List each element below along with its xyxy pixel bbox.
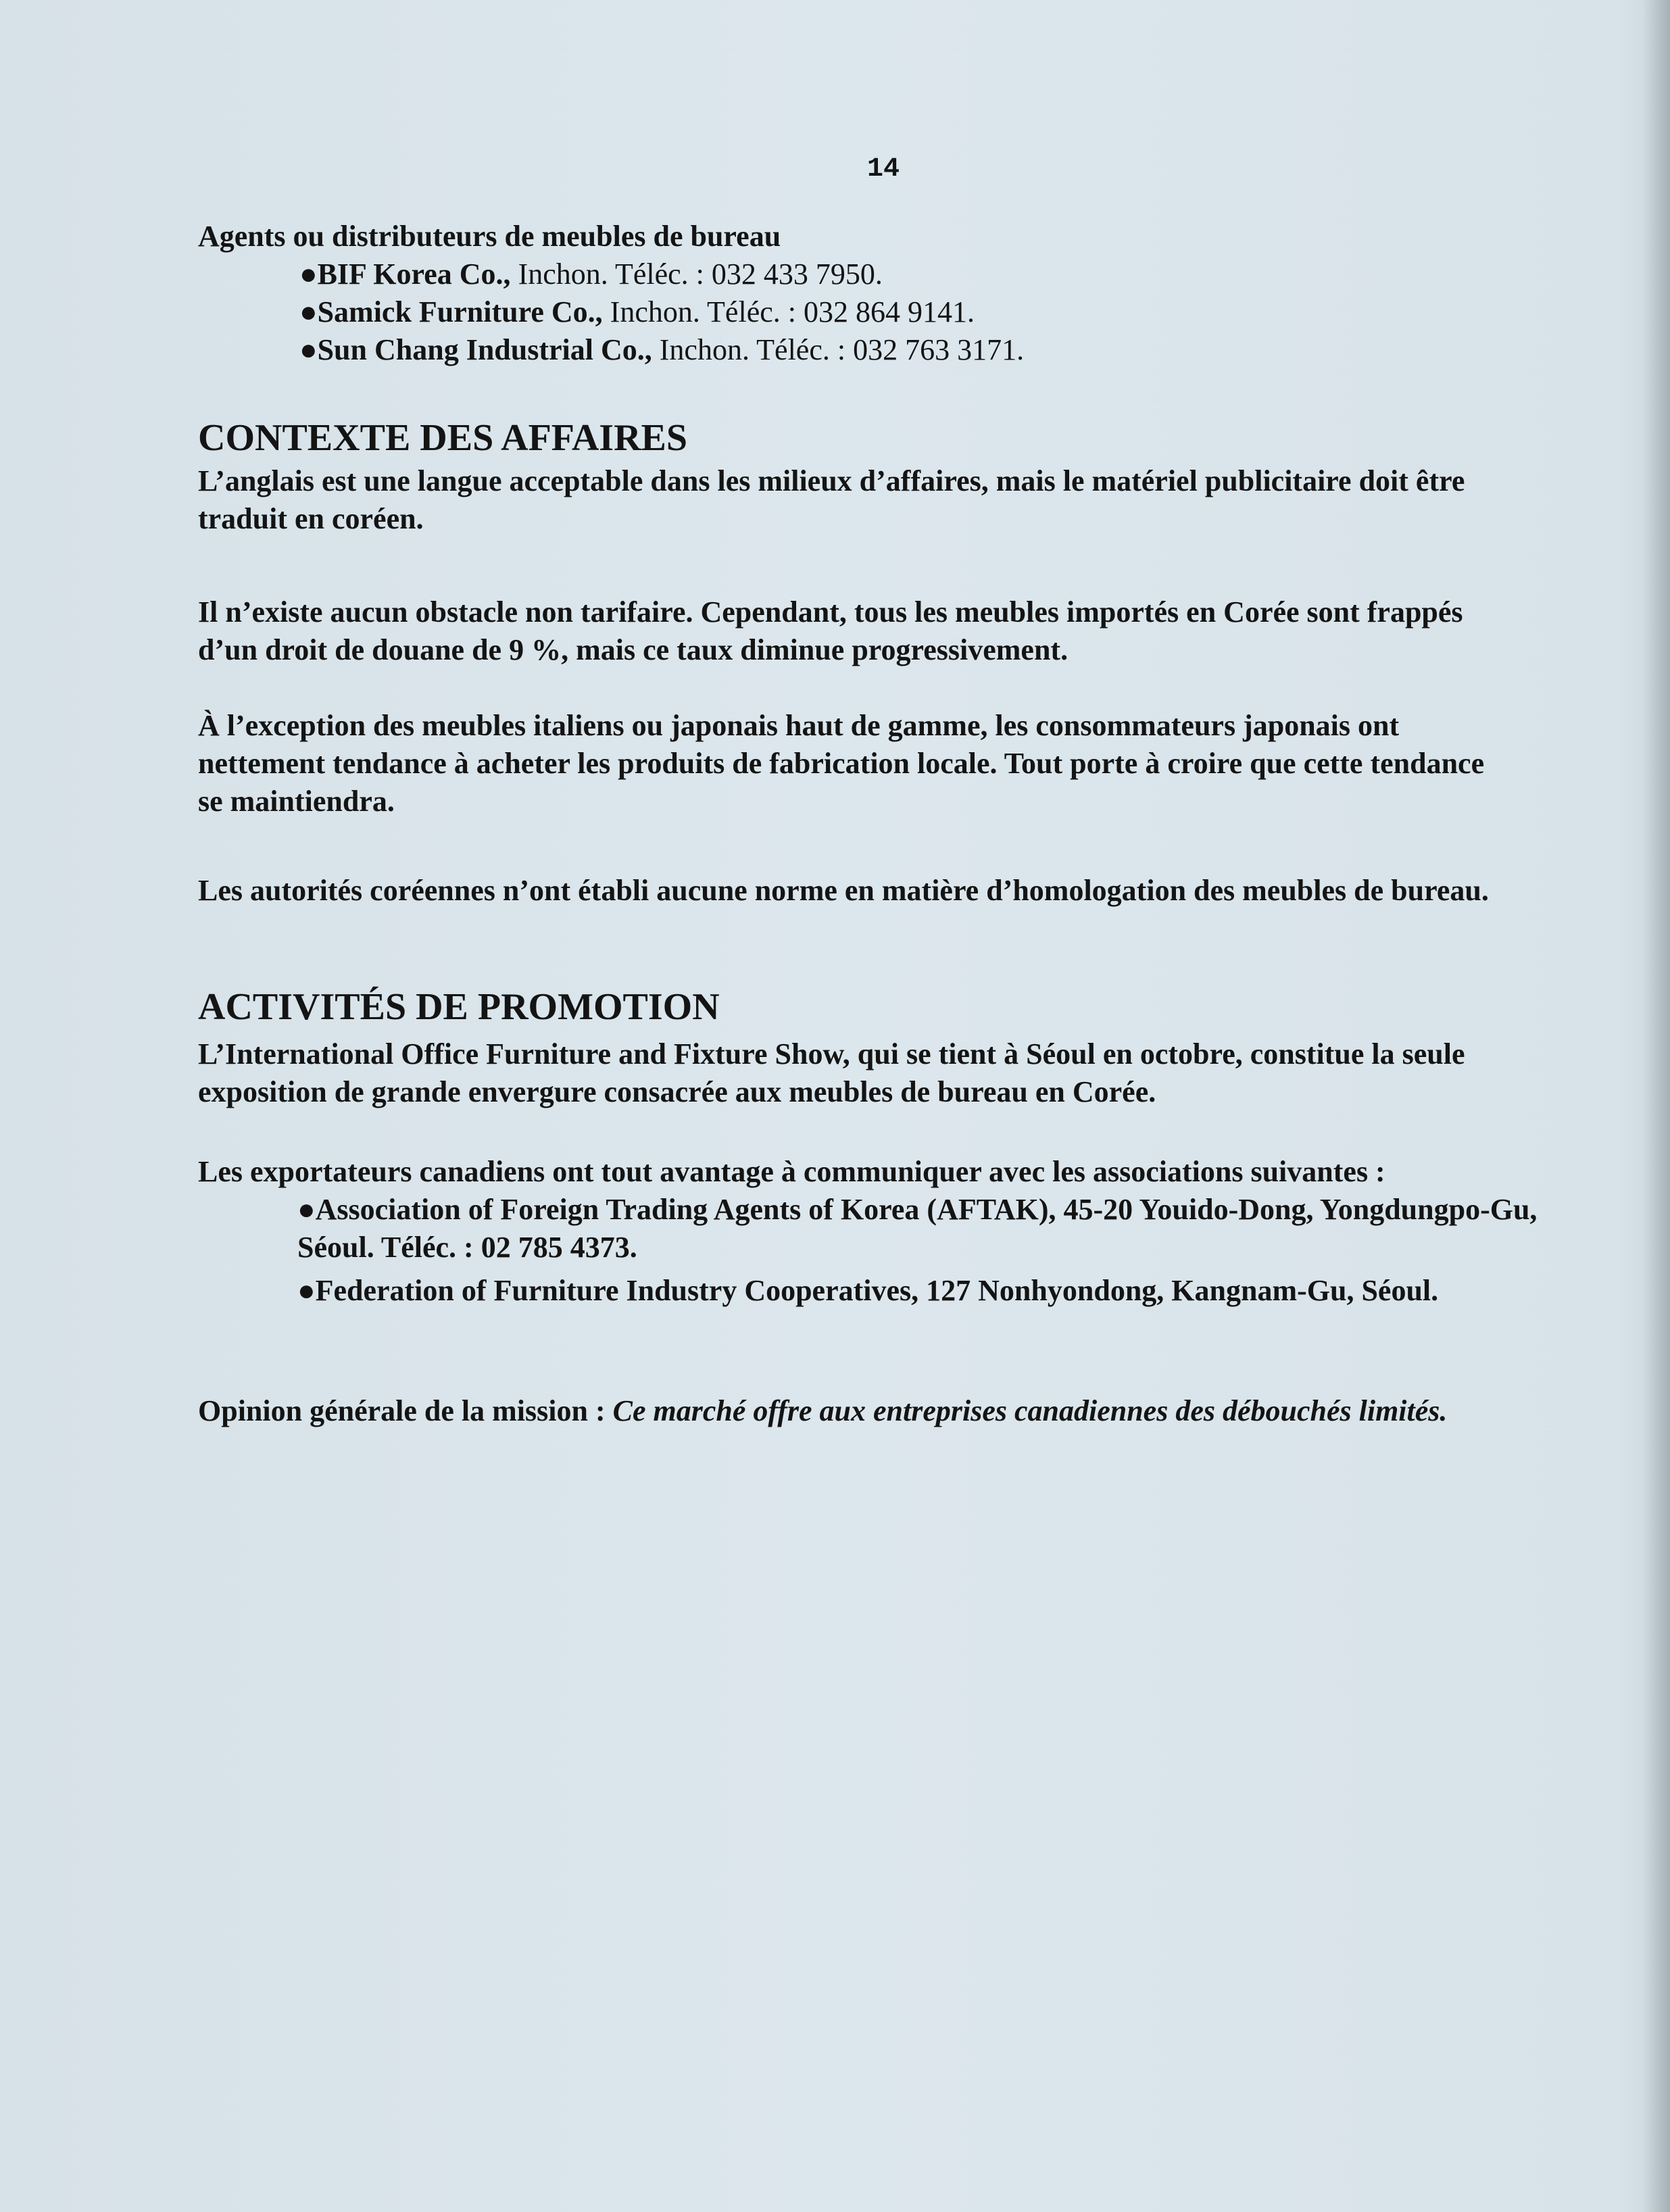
association-name: Federation of Furniture Industry Cooperatives, bbox=[315, 1274, 919, 1307]
page-number: 14 bbox=[867, 154, 900, 185]
contexte-paragraph-3: À l’exception des meubles italiens ou japonais haut de gamme, les consommateurs japonais ont nettement tendance à acheter les produits de fabrication locale. Tout porte à croire que cette tendance se maintiendra. bbox=[198, 709, 1485, 818]
association-details: 45-20 Youido-Dong, Yongdungpo-Gu, Séoul. Téléc. : 02 785 4373. bbox=[297, 1193, 1538, 1264]
bullet-icon: ● bbox=[299, 257, 318, 291]
agent-name: BIF Korea Co., bbox=[317, 257, 511, 291]
promotion-paragraph-2: Les exportateurs canadiens ont tout avantage à communiquer avec les associations suivantes : bbox=[198, 1155, 1385, 1188]
agent-item bbox=[198, 255, 1536, 293]
bullet-icon: ● bbox=[299, 333, 318, 366]
agent-item bbox=[198, 331, 1536, 369]
opinion-text: Ce marché offre aux entreprises canadiennes des débouchés limités. bbox=[612, 1394, 1448, 1427]
contexte-heading: CONTEXTE DES AFFAIRES bbox=[198, 417, 688, 459]
agent-details: Inchon. Téléc. : 032 763 3171. bbox=[652, 333, 1025, 366]
bullet-icon: ● bbox=[299, 295, 318, 328]
agent-name: Sun Chang Industrial Co., bbox=[317, 333, 652, 366]
opinion-paragraph bbox=[198, 1392, 1536, 1430]
association-details: 127 Nonhyondong, Kangnam-Gu, Séoul. bbox=[918, 1274, 1439, 1307]
bullet-icon: ● bbox=[297, 1193, 316, 1226]
promotion-heading: ACTIVITÉS DE PROMOTION bbox=[198, 986, 720, 1028]
association-item bbox=[297, 1191, 1541, 1267]
contexte-paragraph-1: L’anglais est une langue acceptable dans les milieux d’affaires, mais le matériel publicitaire doit être traduit en coréen. bbox=[198, 464, 1465, 535]
contexte-paragraph-2: Il n’existe aucun obstacle non tarifaire. Cependant, tous les meubles importés en Corée sont frappés d’un droit de douane de 9 %, mais ce taux diminue progressivement. bbox=[198, 595, 1463, 666]
agent-name: Samick Furniture Co., bbox=[317, 295, 603, 328]
contexte-paragraph-4: Les autorités coréennes n’ont établi aucune norme en matière d’homologation des meubles de bureau. bbox=[198, 874, 1489, 907]
agents-heading: Agents ou distributeurs de meubles de bureau bbox=[198, 220, 781, 253]
agent-details: Inchon. Téléc. : 032 864 9141. bbox=[602, 295, 975, 328]
agent-details: Inchon. Téléc. : 032 433 7950. bbox=[510, 257, 883, 291]
agents-section bbox=[198, 218, 1536, 369]
association-name: Association of Foreign Trading Agents of Korea (AFTAK), bbox=[315, 1193, 1056, 1226]
page-edge-shadow bbox=[1643, 0, 1670, 2212]
agent-item bbox=[198, 293, 1536, 331]
promotion-paragraph-1: L’International Office Furniture and Fixture Show, qui se tient à Séoul en octobre, constitue la seule exposition de grande envergure consacrée aux meubles de bureau en Corée. bbox=[198, 1037, 1465, 1108]
association-item bbox=[297, 1272, 1541, 1310]
bullet-icon: ● bbox=[297, 1274, 316, 1307]
opinion-label: Opinion générale de la mission : bbox=[198, 1394, 606, 1427]
